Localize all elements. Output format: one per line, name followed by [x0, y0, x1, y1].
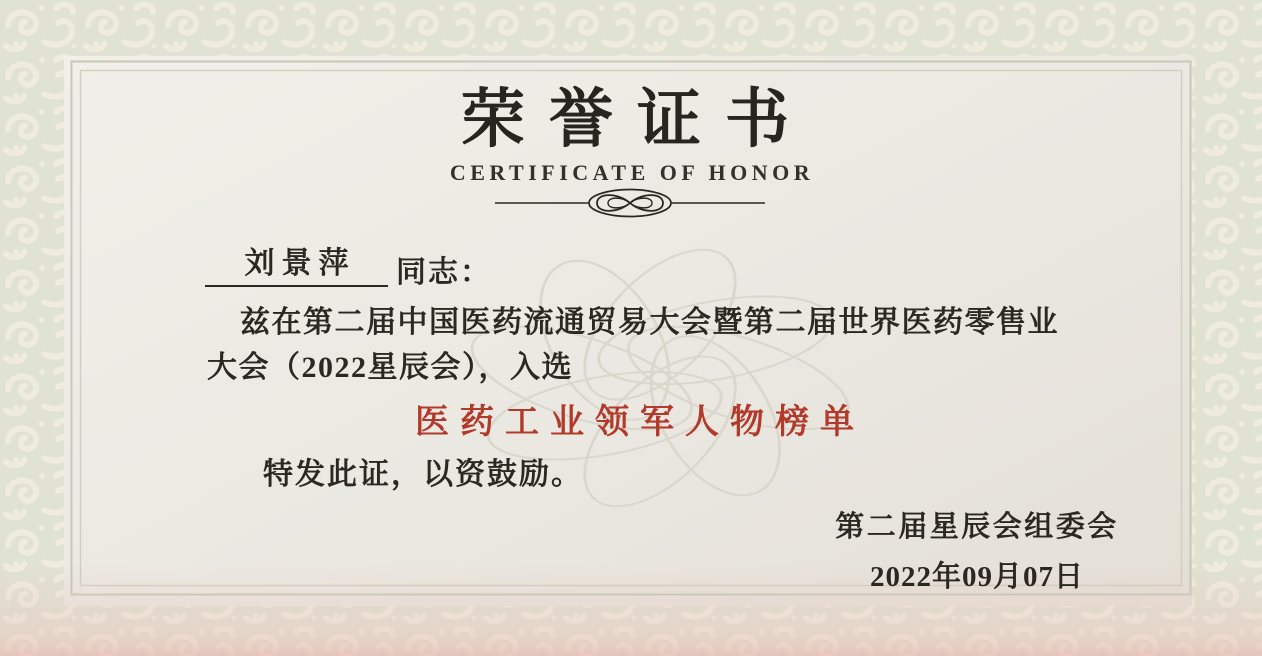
- body-line-2: 大会（2022星辰会），入选: [207, 351, 573, 384]
- issuer-name: 第二届星辰会组委会: [835, 511, 1119, 543]
- knot-icon: [589, 190, 671, 217]
- issue-date: 2022年09月07日: [869, 561, 1085, 593]
- recipient-salutation: 同志：: [396, 256, 492, 289]
- closing-line: 特发此证，以资鼓励。: [263, 458, 583, 491]
- recipient-name: 刘景萍: [205, 238, 388, 287]
- award-title: 医药工业领军人物榜单: [415, 404, 865, 441]
- certificate-subtitle: CERTIFICATE OF HONOR: [449, 160, 815, 185]
- certificate-title: 荣誉证书: [461, 84, 813, 155]
- body-line-1: 兹在第二届中国医药流通贸易大会暨第二届世界医药零售业: [240, 306, 1059, 339]
- recipient-row: [205, 238, 492, 287]
- issuer-block: [835, 504, 1119, 595]
- divider-ornament: [0, 186, 1262, 220]
